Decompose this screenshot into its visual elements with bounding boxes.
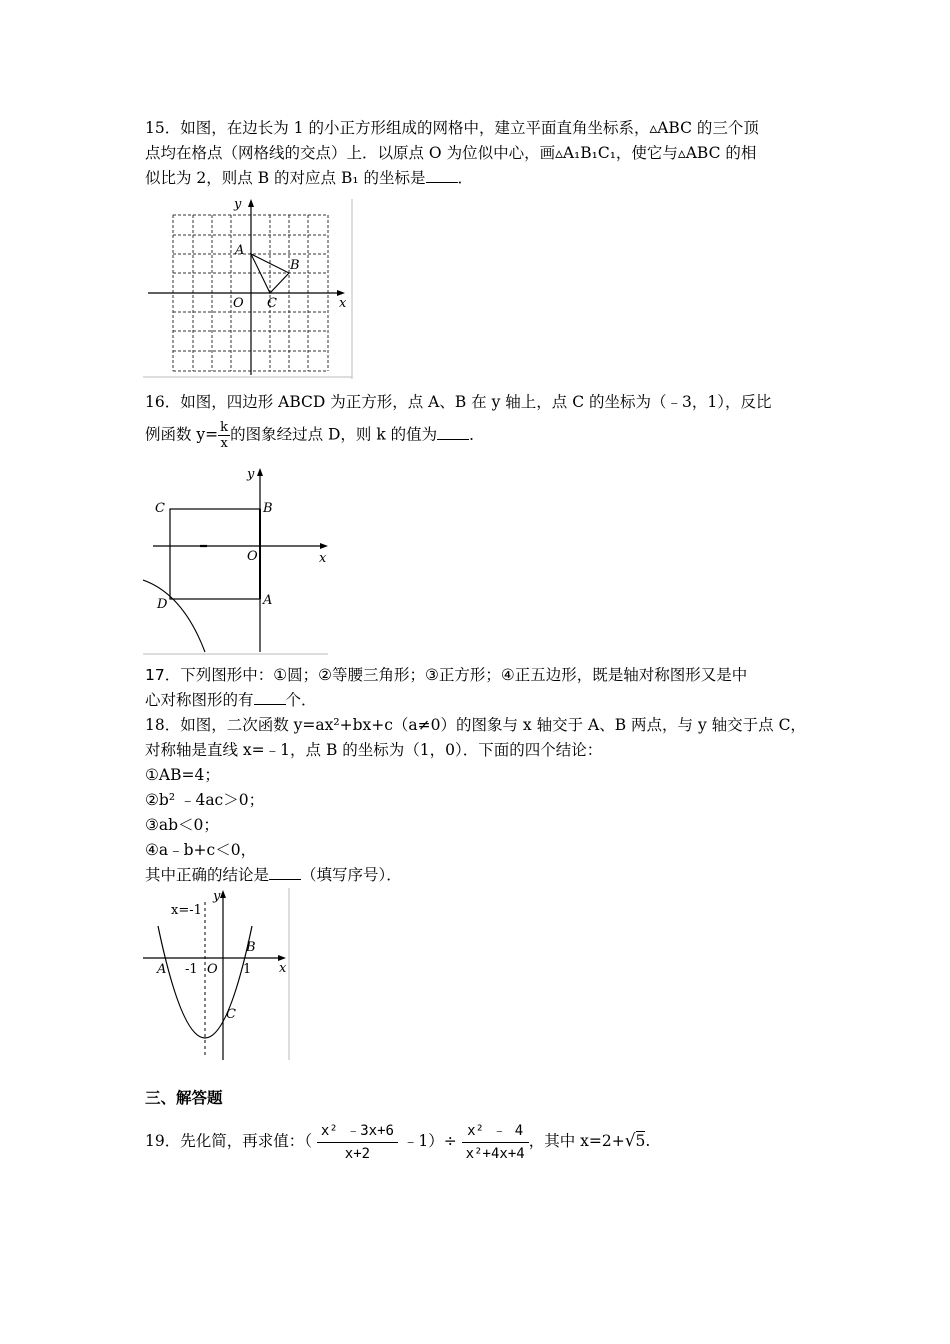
q16-square-figure [143,464,338,656]
q15-answer-blank[interactable] [426,168,458,183]
q18-label-minus1: -1 [185,962,198,977]
q18-label-o: O [207,962,218,977]
q19-frac2-num: x² ﹣ 4 [462,1120,529,1143]
q15-label-x: x [339,296,347,311]
q16-label-b: B [263,501,273,516]
q17-line1: 17．下列图形中：①圆；②等腰三角形；③正方形；④正五边形，既是轴对称图形又是中 [145,666,748,684]
sqrt-icon: √ [624,1131,636,1151]
q16-label-d: D [157,597,168,612]
q17-line2 [145,690,317,710]
q17-answer-blank[interactable] [254,690,286,705]
q15-label-c: C [267,296,277,311]
q16-line1: 16．如图，四边形 ABCD 为正方形，点 A、B 在 y 轴上，点 C 的坐标为（﹣3，1），反比 [145,393,772,411]
q18-label-a: A [157,962,167,977]
q16-frac-num: k [220,420,229,435]
q16-fraction [218,420,230,451]
q19-frac1-num: x² ﹣3x+6 [317,1120,398,1143]
q19-suffix: ，其中 x=2+ [528,1132,625,1150]
q18-conclusion-4: ④a﹣b+c＜0， [145,841,257,859]
q17-line2-end: 个． [285,691,317,709]
q15-label-y: y [234,197,242,212]
q18-label-y: y [213,889,221,904]
q18-answer-blank[interactable] [269,865,301,880]
q18-conclusion-1: ①AB=4； [145,766,220,784]
q18-line2: 对称轴是直线 x=﹣1，点 B 的坐标为（1，0）．下面的四个结论： [145,741,603,759]
q18-parabola-figure [143,888,293,1060]
q15-label-o: O [233,296,244,311]
section-title: 三、解答题 [145,1089,223,1107]
q15-line3-text: 似比为 2，则点 B 的对应点 B₁ 的坐标是 [145,169,426,187]
q19-sqrt-value: 5 [635,1132,646,1150]
q19-line [145,1116,650,1166]
q16-line2 [145,420,485,451]
q18-label-b: B [246,940,256,955]
q16-line2-text-b: 的图象经过点 D，则 k 的值为 [230,425,438,444]
q18-line-end-text-b: （填写序号）． [301,866,402,884]
q16-label-o: O [247,549,258,564]
q15-grid-figure [143,197,355,379]
q19-fraction-1 [317,1120,398,1165]
q16-label-x: x [319,551,327,566]
q16-hyperbola [143,580,205,652]
q18-label-1: 1 [243,962,252,977]
q15-line3-end: ． [457,169,474,187]
q16-label-c: C [155,501,165,516]
q17-line2-text: 心对称图形的有 [145,691,254,709]
q19-frac2-den: x²+4x+4 [465,1145,525,1162]
q15-line2: 点均在格点（网格线的交点）上．以原点 O 为位似中心，画▵A₁B₁C₁，使它与▵ABC 的相 [145,144,757,162]
q19-prefix: 19．先化简，再求值：（ [145,1132,312,1150]
q18-conclusion-3: ③ab＜0； [145,816,219,834]
q16-answer-blank[interactable] [437,425,469,440]
q16-label-a: A [263,593,273,608]
q16-label-y: y [247,467,255,482]
q15-label-a: A [235,243,245,258]
q19-end: . [645,1132,651,1150]
q18-conclusion-2: ②b² ﹣4ac＞0； [145,791,265,809]
q18-label-c: C [226,1007,236,1022]
q19-mid: ﹣1）÷ [402,1132,457,1150]
q18-line1: 18．如图，二次函数 y=ax²+bx+c（a≠0）的图象与 x 轴交于 A、B 两点，与 y 轴交于点 C， [145,716,806,734]
q19-frac1-den: x+2 [344,1145,371,1162]
q15-line3 [145,168,473,188]
q15-line1: 15．如图，在边长为 1 的小正方形组成的网格中，建立平面直角坐标系，▵ABC 的三个顶 [145,119,759,137]
q16-frac-den: x [220,436,228,451]
q18-line-end-text: 其中正确的结论是 [145,866,270,884]
q19-fraction-2 [462,1120,529,1165]
q18-line-end [145,865,402,885]
q15-label-b: B [290,258,300,273]
q18-label-x: x [279,961,287,976]
q16-line2-end: ． [469,425,485,444]
q16-line2-text: 例函数 y= [145,425,219,444]
q18-axis-label: x=-1 [171,903,202,918]
